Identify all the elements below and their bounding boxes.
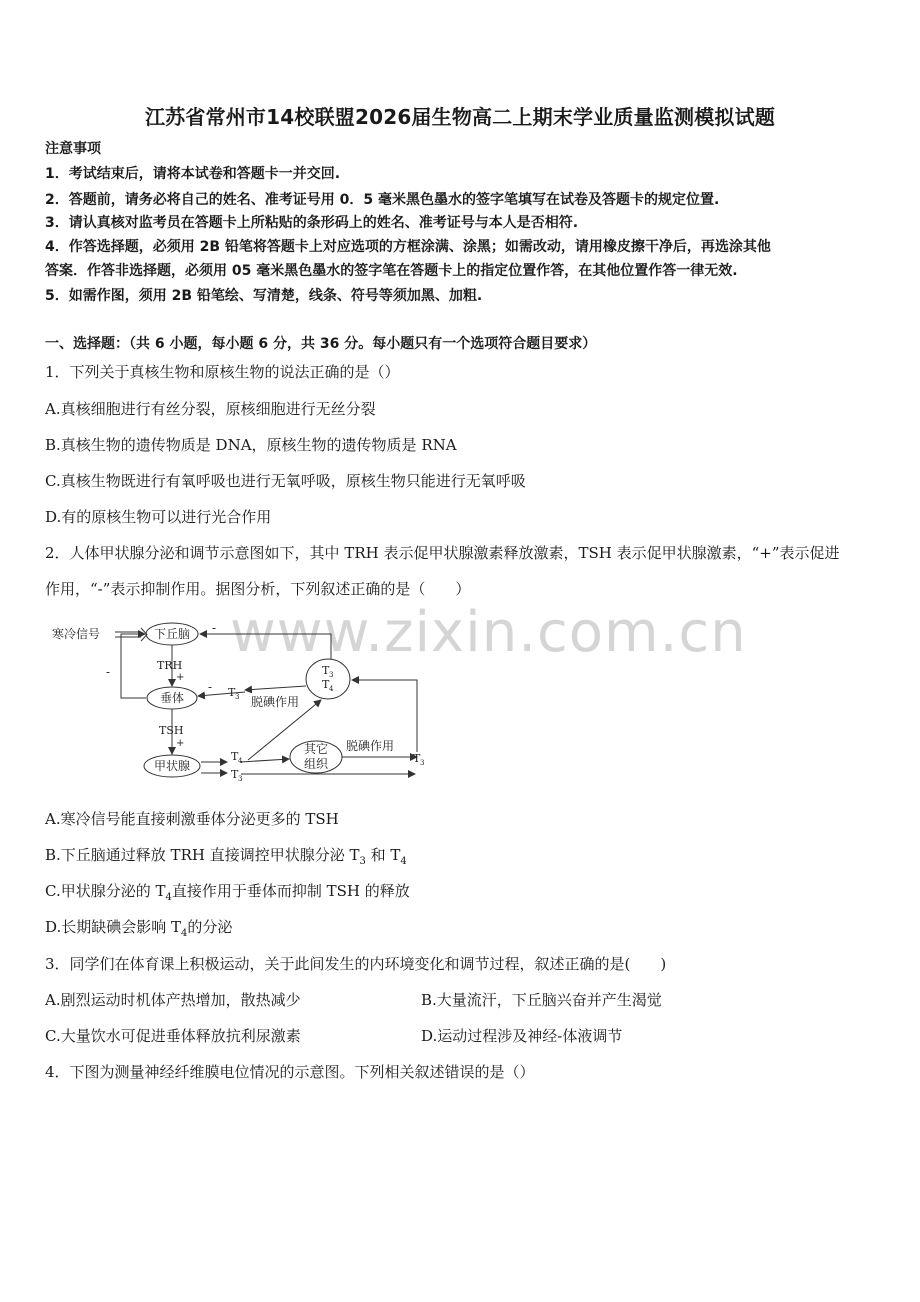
q2c-text-post: 直接作用于垂体而抑制 TSH 的释放	[171, 882, 410, 900]
thyroid-regulation-diagram	[45, 616, 445, 788]
page-title: 江苏省常州市14校联盟2026届生物高二上期末学业质量监测模拟试题	[144, 105, 776, 129]
t4-subscript-circle: 4	[329, 685, 334, 693]
q2b-sub-4: 4	[400, 856, 407, 867]
blood-t3-arrow	[245, 686, 306, 690]
t4-subscript-thyroid: 4	[238, 757, 243, 765]
q2c-text-pre: C.甲状腺分泌的 T	[45, 882, 166, 900]
hypothalamus-feedback-minus: -	[212, 621, 217, 635]
question-4-stem: 4．下图为测量神经纤维膜电位情况的示意图。下列相关叙述错误的是（）	[45, 1063, 535, 1081]
q2d-text-pre: D.长期缺碘会影响 T	[45, 918, 182, 936]
question-3-option-b: B.大量流汗，下丘脑兴奋并产生渴觉	[421, 991, 662, 1009]
other-tissue-label-1: 其它	[303, 742, 329, 756]
q2b-text-mid: 和 T	[370, 846, 401, 864]
t3-label-right: T	[413, 752, 421, 765]
t3-label-thyroid: T	[231, 768, 239, 781]
cold-signal-label: 寒冷信号	[52, 627, 101, 641]
pituitary-label: 垂体	[159, 691, 185, 705]
notice-item: 4．作答选择题，必须用 2B 铅笔将答题卡上对应选项的方框涂满、涂黑；如需改动，请用橡皮擦干净后，再选涂其他	[45, 239, 771, 255]
question-2-stem-line2: 作用，“-”表示抑制作用。据图分析，下列叙述正确的是（ ）	[45, 580, 471, 598]
pituitary-t3-minus: -	[208, 680, 213, 694]
question-3-stem: 3．同学们在体育课上积极运动，关于此间发生的内环境变化和调节过程，叙述正确的是( )	[45, 955, 667, 973]
q2b-text-pre: B.下丘脑通过释放 TRH 直接调控甲状腺分泌 T	[45, 846, 360, 864]
tsh-label: TSH	[159, 724, 184, 737]
hypothalamus-label: 下丘脑	[153, 627, 191, 641]
t3-label-left: T	[228, 686, 236, 699]
question-3-option-d: D.运动过程涉及神经-体液调节	[421, 1027, 623, 1045]
watermark: www.zixin.com.cn	[230, 600, 747, 665]
question-2-option-b	[45, 844, 407, 867]
notice-item: 答案．作答非选择题，必须用 05 毫米黑色墨水的签字笔在答题卡上的指定位置作答，在其他位置作答一律无效.	[45, 263, 738, 279]
t4-label-thyroid: T	[231, 750, 239, 763]
t3-subscript-right: 3	[420, 759, 425, 767]
question-2-stem-line1: 2．人体甲状腺分泌和调节示意图如下，其中 TRH 表示促甲状腺激素释放激素，TSH 表示促甲状腺激素，“+”表示促进	[45, 544, 840, 562]
deiodination-label-1: 脱碘作用	[251, 695, 300, 709]
q2c-sub-4: 4	[165, 892, 172, 903]
question-2-option-c	[45, 880, 410, 903]
tsh-plus-sign: +	[176, 738, 185, 749]
q2d-text-post: 的分泌	[187, 918, 233, 936]
notice-item: 3．请认真核对监考员在答题卡上所粘贴的条形码上的姓名、准考证号与本人是否相符.	[45, 215, 579, 231]
q2b-sub-3: 3	[359, 856, 366, 867]
question-1-stem: 1．下列关于真核生物和原核生物的说法正确的是（）	[45, 363, 400, 381]
section-heading: 一、选择题：（共 6 小题，每小题 6 分，共 36 分。每小题只有一个选项符合题目要求）	[45, 336, 597, 352]
notice-heading: 注意事项	[45, 141, 101, 157]
trh-plus-sign: +	[176, 672, 185, 683]
t4-label-circle: T	[322, 678, 330, 691]
pituitary-feedback-line	[121, 634, 146, 698]
question-1-option-d: D.有的原核生物可以进行光合作用	[45, 508, 272, 526]
notice-item: 1．考试结束后，请将本试卷和答题卡一并交回.	[45, 166, 341, 182]
notice-item: 5．如需作图，须用 2B 铅笔绘、写清楚，线条、符号等须加黑、加粗.	[45, 288, 483, 304]
question-3-option-c: C.大量饮水可促进垂体释放抗利尿激素	[45, 1027, 301, 1045]
t3-label-circle: T	[322, 664, 330, 677]
question-2-option-d	[45, 916, 232, 939]
pituitary-feedback-minus: -	[106, 665, 111, 679]
other-tissue-label-2: 组织	[303, 757, 329, 771]
question-3-option-a: A.剧烈运动时机体产热增加，散热减少	[45, 991, 301, 1009]
t3-hypothalamus-feedback-line	[200, 634, 331, 659]
t3-subscript-circle: 3	[329, 671, 334, 679]
q2d-sub-4: 4	[181, 928, 188, 939]
question-1-option-b: B.真核生物的遗传物质是 DNA，原核生物的遗传物质是 RNA	[45, 436, 457, 454]
thyroid-label: 甲状腺	[153, 759, 191, 773]
question-2-option-a: A.寒冷信号能直接刺激垂体分泌更多的 TSH	[45, 810, 339, 828]
question-1-option-a: A.真核细胞进行有丝分裂，原核细胞进行无丝分裂	[45, 400, 376, 418]
notice-item: 2．答题前，请务必将自己的姓名、准考证号用 0．5 毫米黑色墨水的签字笔填写在试卷及答题卡的规定位置.	[45, 192, 720, 208]
t3-subscript-thyroid: 3	[238, 775, 243, 783]
t3-subscript-left: 3	[235, 693, 240, 701]
question-1-option-c: C.真核生物既进行有氧呼吸也进行无氧呼吸，原核生物只能进行无氧呼吸	[45, 472, 526, 490]
deiodination-label-2: 脱碘作用	[346, 739, 395, 753]
trh-label: TRH	[157, 659, 183, 672]
